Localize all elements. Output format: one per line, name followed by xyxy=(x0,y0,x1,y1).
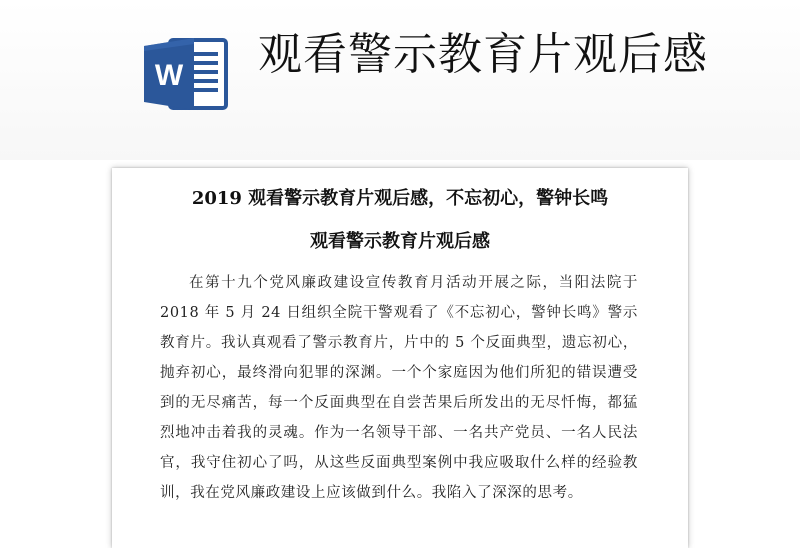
header-banner xyxy=(0,0,800,160)
document-heading-sub: 观看警示教育片观后感 xyxy=(310,231,490,252)
document-page xyxy=(112,168,688,548)
document-title: 观看警示教育片观后感 xyxy=(258,29,708,80)
document-paragraph: 在第十九个党风廉政建设宣传教育月活动开展之际，当阳法院于2018 年 5 月 24 日组织全院干警观看了《不忘初心，警钟长鸣》警示教育片。我认真观看了警示教育片，片中的 5 个反面典型，遗忘初心，抛弃初心，最终滑向犯罪的深渊。一个个家庭因为他们所犯的错误遭受到的无尽痛苦，每一个反面典型在自尝苦果后所发出的无尽忏悔，都猛烈地冲击着我的灵魂。作为一名领导干部、一名共产党员、一名人民法官，我守住初心了吗，从这些反面典型案例中我应吸取什么样的经验教训，我在党风廉政建设上应该做到什么。我陷入了深深的思考。 xyxy=(160,275,638,501)
document-heading-main: 2019 观看警示教育片观后感，不忘初心，警钟长鸣 xyxy=(191,188,609,209)
word-document-icon xyxy=(140,34,230,114)
word-icon-letter: W xyxy=(154,59,184,92)
